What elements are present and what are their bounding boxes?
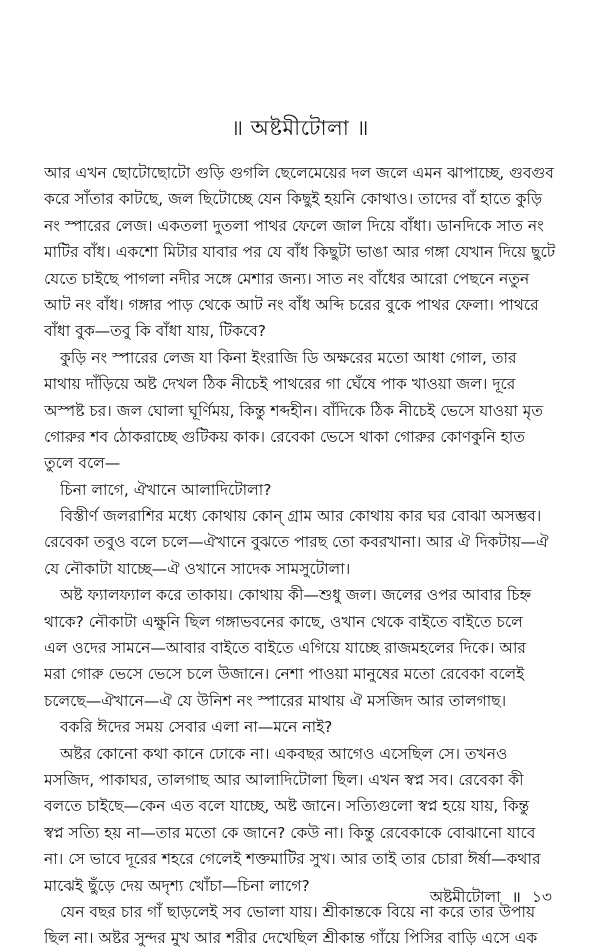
text-line: যেন বছর চার গাঁ ছাড়লেই সব ভোলা যায়। শ্রীকান্তকে বিয়ে না করে তার উপায় (60, 902, 536, 921)
text-line: বিস্তীর্ণ জলরাশির মধ্যে কোথায় কোন্ গ্রাম আর কোথায় কার ঘর বোঝা অসম্ভব। (60, 507, 542, 526)
chapter-title: ॥ অষ্টমীটোলা ॥ (231, 116, 369, 140)
body-text (44, 160, 560, 952)
text-line: আট নং বাঁধ। গঙ্গার পাড় থেকে আট নং বাঁধ অব্দি চরের বুকে পাথর ফেলা। পাথরে (44, 295, 539, 314)
text-line: স্বপ্ন সত্যি হয় না—তার মতো কে জানে? কেউ না। কিন্তু রেবেকাকে বোঝানো যাবে (44, 823, 536, 842)
text-line: করে সাঁতার কাটছে, জল ছিটোচ্ছে যেন কিছুই হয়নি কোথাও। তাদের বাঁ হাতে কুড়ি (44, 190, 543, 209)
text-line: অষ্ট ফ্যালফ্যাল করে তাকায়। কোথায় কী—শুধু জল। জলের ওপর আবার চিহ্ন (60, 586, 532, 605)
text-line: বলতে চাইছে—কেন এত বলে যাচ্ছে, অষ্ট জানে। সত্যিগুলো স্বপ্ন হয়ে যায়, কিন্তু (44, 797, 530, 816)
text-line: অষ্টর কোনো কথা কানে ঢোকে না। একবছর আগেও এসেছিল সে। তখনও (60, 744, 508, 763)
text-line: আর এখন ছোটোছোটো গুড়ি গুগলি ছেলেমেয়ের দল জলে এমন ঝাপাচ্ছে, গুবগুব (44, 164, 554, 182)
text-line: থাকে? নৌকাটা এক্ষুনি ছিল গঙ্গাভবনের কাছে, ওখান থেকে বাইতে বাইতে চলে (44, 612, 523, 631)
text-line: অস্পষ্ট চর। জল ঘোলা ঘূর্ণিময়, কিন্তু শব্দহীন। বাঁদিকে ঠিক নীচেই ভেসে যাওয়া মৃত (44, 401, 543, 420)
text-line: না। সে ভাবে দূরের শহরে গেলেই শক্তমাটির সুখ। আর তাই তার চোরা ঈর্ষা—কথার (44, 850, 541, 869)
text-line: মাটির বাঁধ। একশো মিটার যাবার পর যে বাঁধ কিছুটা ভাঙা আর গঙ্গা যেখান দিয়ে ছুটে (44, 243, 556, 262)
text-line: মাঝেই ছুঁড়ে দেয় অদৃশ্য খোঁচা—চিনা লাগে? (44, 876, 310, 895)
text-line: গোরুর শব ঠোকরাচ্ছে গুটিকয় কাক। রেবেকা ভেসে থাকা গোরুর কোণকুনি হাত (44, 427, 525, 446)
text-line: রেবেকা তবুও বলে চলে—ঐখানে বুঝতে পারছ তো কবরখানা। আর ঐ দিকটায়—ঐ (44, 533, 549, 552)
text-line: মরা গোরু ভেসে ভেসে চলে উজানে। নেশা পাওয়া মানুষের মতো রেবেকা বলেই (44, 665, 525, 684)
text-line: যেতে চাইছে পাগলা নদীর সঙ্গে মেশার জন্য। সাত নং বাঁধের আরো পেছনে নতুন (44, 269, 530, 288)
text-line: বকরি ঈদের সময় সেবার এলা না—মনে নাই? (60, 718, 333, 737)
text-line: মসজিদ, পাকাঘর, তালগাছ আর আলাদিটোলা ছিল। এখন স্বপ্ন সব। রেবেকা কী (44, 770, 524, 789)
text-line: চিনা লাগে, ঐখানে আলাদিটোলা? (60, 480, 272, 499)
text-line: ছিল না। অষ্টর সুন্দর মুখ আর শরীর দেখেছিল শ্রীকান্ত গাঁয়ে পিসির বাড়ি এসে এক (44, 929, 538, 948)
text-line: তুলে বলে— (44, 454, 121, 473)
text-line: চলেছে—ঐখানে—ঐ যে উনিশ নং স্পারের মাথায় ঐ মসজিদ আর তালগাছ। (44, 691, 507, 710)
text-line: মাথায় দাঁড়িয়ে অষ্ট দেখল ঠিক নীচেই পাথরের গা ঘেঁষে পাক খাওয়া জল। দূরে (44, 375, 516, 394)
footer-separator: ॥ (511, 888, 521, 906)
text-line: কুড়ি নং স্পারের লেজ যা কিনা ইংরাজি ডি অক্ষরের মতো আধা গোল, তার (60, 348, 517, 367)
text-line: বাঁধা বুক—তবু কি বাঁধা যায়, টিকবে? (44, 322, 267, 341)
text-line: নং স্পারের লেজ। একতলা দুতলা পাথর ফেলে জাল দিয়ে বাঁধা। ডানদিকে সাত নং (44, 216, 544, 235)
page-footer (430, 885, 552, 911)
page-number: ১৩ (531, 888, 552, 906)
text-line: এল ওদের সামনে—আবার বাইতে বাইতে এগিয়ে যাচ্ছে রাজমহলের দিকে। আর (44, 639, 526, 658)
text-line: যে নৌকাটা যাচ্ছে—ঐ ওখানে সাদেক সামসুটোলা। (44, 559, 351, 578)
running-title: অষ্টমীটোলা (429, 888, 501, 906)
